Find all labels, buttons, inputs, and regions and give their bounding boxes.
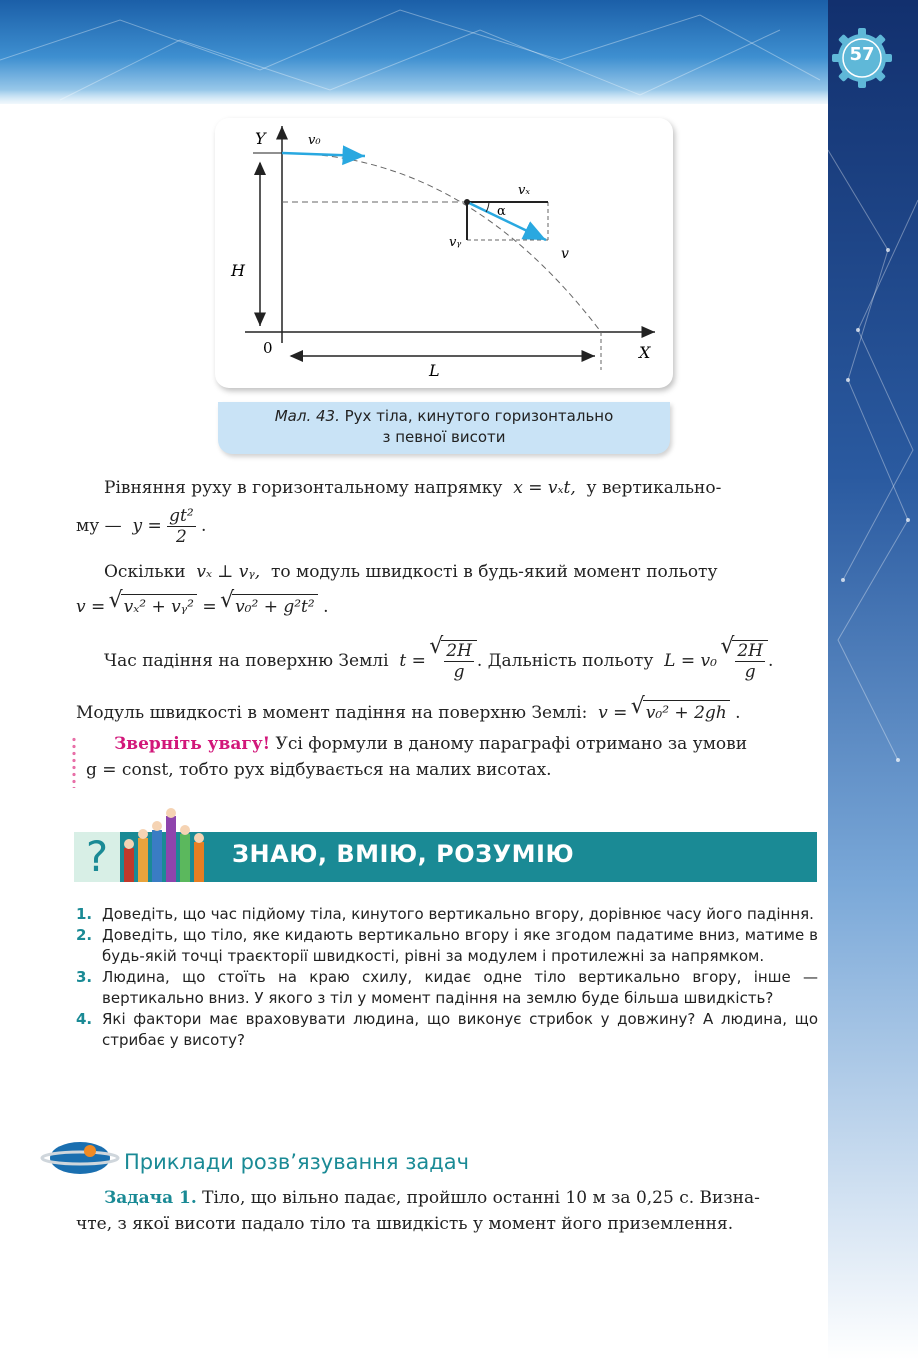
p4-equals: = (202, 597, 217, 617)
p6-text: Модуль швидкості в момент падіння на поверхню Землі: (76, 703, 588, 723)
vy-label: vᵧ (449, 235, 462, 250)
time-numerator: √ 2H (446, 641, 472, 661)
gt2-fraction (167, 506, 196, 547)
p1-text: Рівняння руху в горизонтальному напрямку (104, 478, 503, 498)
p1-equation: x = vₓt, (513, 478, 576, 498)
p5-middle: . Дальність польоту (476, 651, 654, 671)
sqrt-range (732, 640, 768, 682)
list-item (76, 1009, 818, 1051)
p4-v: v = (76, 597, 106, 617)
body-point (464, 199, 470, 205)
trajectory-curve (282, 153, 601, 332)
figure-caption (218, 402, 670, 454)
item-text: Людина, що стоїть на краю схилу, кидає одне тіло вертикально вгору, інше — вертикально вниз. У якого з тіл у момент падіння на землю буде більша швидкість? (102, 968, 818, 1007)
p2-text: му — (76, 516, 122, 536)
p2-equation: y = (132, 516, 162, 536)
item-number: 1. (76, 905, 93, 923)
network-pattern (0, 0, 918, 104)
sqrt-v0-gt: √ v₀² + g²t² (232, 594, 318, 619)
list-item (76, 904, 818, 925)
paragraph-4: v = √ vₓ² + vᵧ² = √ v₀² + g²t² . (76, 594, 329, 619)
item-number: 2. (76, 926, 93, 944)
side-network-pattern (828, 0, 918, 1360)
item-text: Доведіть, що час підйому тіла, кинутого вертикально вгору, дорівнює часу його падіння. (102, 905, 814, 923)
vx-label: vₓ (518, 183, 530, 198)
range-numerator: √ 2H (737, 641, 763, 661)
paragraph-3 (104, 560, 717, 584)
alpha-label: α (497, 204, 506, 219)
task-line-2: чте, з якої висоти падало тіло та швидкість у момент його приземлення. (76, 1214, 734, 1234)
fraction-denominator: 2 (175, 527, 187, 547)
p5-t: t = (399, 651, 426, 671)
v-label: v (561, 246, 569, 262)
sqrt-time (441, 640, 477, 682)
list-item (76, 967, 818, 1009)
p3-condition: vₓ ⊥ vᵧ, (196, 562, 261, 582)
p5-L: L = v₀ (664, 651, 717, 671)
sqrt-components: √ vₓ² + vᵧ² (121, 594, 197, 619)
item-text: Які фактори має враховувати людина, що виконує стрибок у довжину? А людина, що стрибає у висоту? (102, 1010, 818, 1049)
attention-dots (72, 736, 76, 788)
item-number: 4. (76, 1010, 93, 1028)
time-denominator: g (453, 662, 465, 682)
v0-arrow (282, 153, 365, 156)
origin-label: 0 (263, 339, 273, 357)
figure-panel (215, 118, 673, 388)
paragraph-6: Модуль швидкості в момент падіння на поверхню Землі: v = √ v₀² + 2gh . (76, 700, 741, 725)
x-axis-label: X (639, 343, 651, 362)
height-label: H (231, 261, 245, 280)
p3-text: Оскільки (104, 562, 186, 582)
question-mark-icon: ? (74, 832, 120, 882)
header-fade (0, 90, 828, 108)
header-banner (0, 0, 918, 104)
caption-line1: Рух тіла, кинутого горизонтально (344, 407, 614, 425)
side-banner (828, 0, 918, 1360)
paragraph-5: Час падіння на поверхню Землі t = √ $\frac{2H}{g}$ . Дальність польоту L = v₀ √ $\frac{2H}{g}$ . (104, 640, 773, 682)
examples-icon (34, 1138, 120, 1176)
p3-end: то модуль швидкості в будь-який момент польоту (271, 562, 718, 582)
p1-end: у вертикально- (586, 478, 722, 498)
attention-text: Усі формули в даному параграфі отримано за умови (275, 734, 748, 754)
v0-label: v₀ (308, 133, 321, 148)
questions-list (76, 904, 818, 1051)
p6-v: v = (598, 703, 628, 723)
fraction-numerator: gt² (169, 506, 194, 526)
range-denominator: g (744, 662, 756, 682)
length-label: L (429, 361, 440, 380)
task-text: Тіло, що вільно падає, пройшло останні 10 м за 0,25 с. Визна- (202, 1188, 760, 1208)
caption-line2: з певної висоти (382, 428, 506, 446)
item-number: 3. (76, 968, 93, 986)
page-number: 57 (849, 44, 875, 65)
y-axis-label: Y (255, 129, 266, 148)
item-text: Доведіть, що тіло, яке кидають вертикально вгору і яке згодом падатиме вниз, матиме в будь-якій точці траєкторії швидкості, рівні за модулем і протилежні за напрямком. (102, 926, 818, 965)
examples-heading: Приклади розв’язування задач (124, 1150, 470, 1174)
attention-line-2: g = const, тобто рух відбувається на малих висотах. (86, 760, 552, 780)
trajectory-diagram (215, 118, 673, 388)
caption-label: Мал. 43. (274, 407, 340, 425)
task-label: Задача 1. (104, 1188, 197, 1208)
paragraph-2: му — y = $\frac{\text{gt²}}{2}$ . (76, 506, 207, 547)
list-item (76, 925, 818, 967)
p5-text: Час падіння на поверхню Землі (104, 651, 389, 671)
attention-line-1 (114, 732, 747, 756)
sqrt-final: √ v₀² + 2gh (643, 700, 730, 725)
v-arrow (467, 202, 546, 240)
raised-hands-icon (120, 808, 216, 882)
attention-label: Зверніть увагу! (114, 734, 271, 754)
questions-title: ЗНАЮ, ВМІЮ, РОЗУМІЮ (232, 840, 575, 868)
paragraph-1 (104, 476, 721, 500)
task-line-1 (104, 1186, 760, 1210)
